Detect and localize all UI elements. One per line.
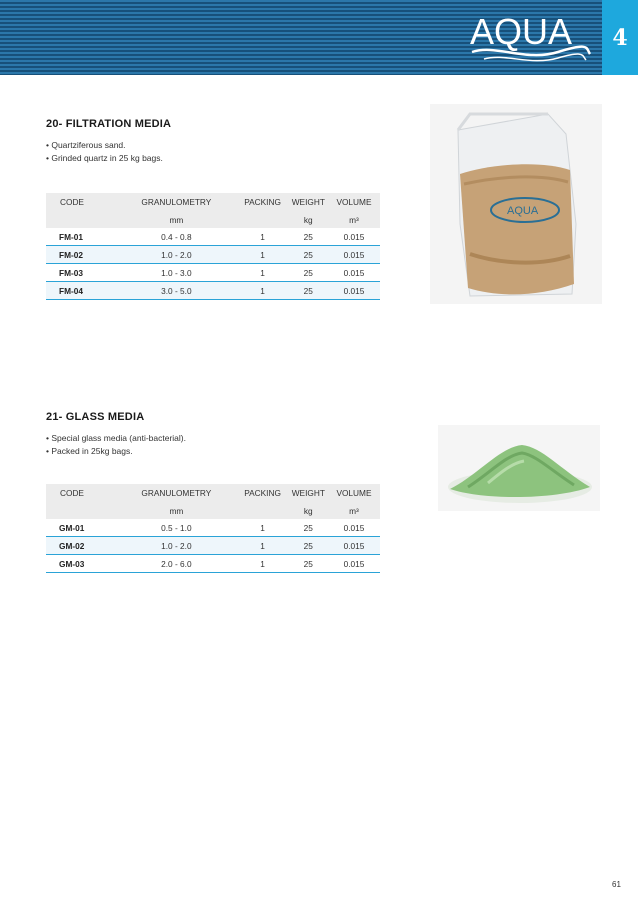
svg-text:AQUA: AQUA <box>507 205 539 217</box>
unit-weight: kg <box>303 505 313 516</box>
green-glass-pile-photo <box>438 425 600 511</box>
bullet-item: • Packed in 25kg bags. <box>46 445 186 458</box>
cell-granulometry: 0.5 - 1.0 <box>116 519 236 537</box>
col-weight: WEIGHT <box>291 488 325 498</box>
cell-volume: 0.015 <box>328 519 380 537</box>
glass-table <box>46 484 380 573</box>
cell-code: FM-03 <box>46 264 116 282</box>
cell-volume: 0.015 <box>328 555 380 573</box>
cell-packing: 1 <box>236 228 288 246</box>
cell-code: GM-02 <box>46 537 116 555</box>
unit-volume: m³ <box>349 505 359 516</box>
table-row <box>46 246 380 264</box>
table-row <box>46 282 380 300</box>
cell-weight: 25 <box>289 246 328 264</box>
unit-granulometry: mm <box>169 214 184 225</box>
col-packing: PACKING <box>244 197 281 207</box>
table-row <box>46 537 380 555</box>
aqua-logo <box>466 8 594 66</box>
unit-packing <box>236 211 288 228</box>
unit-packing <box>236 502 288 519</box>
col-code: CODE <box>60 197 84 207</box>
table-row <box>46 555 380 573</box>
filtration-bullets <box>46 139 163 165</box>
cell-granulometry: 1.0 - 2.0 <box>116 537 236 555</box>
glass-title: 21- GLASS MEDIA <box>46 411 145 423</box>
col-packing: PACKING <box>244 488 281 498</box>
chapter-number: 4 <box>602 0 638 75</box>
svg-text:AQUA: AQUA <box>470 11 573 52</box>
cell-granulometry: 0.4 - 0.8 <box>116 228 236 246</box>
cell-packing: 1 <box>236 537 288 555</box>
cell-granulometry: 2.0 - 6.0 <box>116 555 236 573</box>
col-weight: WEIGHT <box>291 197 325 207</box>
table-row <box>46 264 380 282</box>
glass-bullets <box>46 432 186 458</box>
cell-weight: 25 <box>289 228 328 246</box>
col-granulometry: GRANULOMETRY <box>141 488 212 498</box>
cell-weight: 25 <box>289 519 328 537</box>
cell-code: FM-01 <box>46 228 116 246</box>
cell-weight: 25 <box>289 555 328 573</box>
unit-weight: kg <box>303 214 313 225</box>
unit-code <box>46 211 116 228</box>
unit-code <box>46 502 116 519</box>
bullet-item: • Grinded quartz in 25 kg bags. <box>46 152 163 165</box>
cell-code: FM-04 <box>46 282 116 300</box>
cell-granulometry: 1.0 - 2.0 <box>116 246 236 264</box>
bullet-item: • Quartziferous sand. <box>46 139 163 152</box>
cell-packing: 1 <box>236 246 288 264</box>
bullet-item: • Special glass media (anti-bacterial). <box>46 432 186 445</box>
cell-code: GM-01 <box>46 519 116 537</box>
cell-granulometry: 3.0 - 5.0 <box>116 282 236 300</box>
filtration-table <box>46 193 380 300</box>
filtration-title: 20- FILTRATION MEDIA <box>46 118 172 130</box>
table-row <box>46 228 380 246</box>
cell-packing: 1 <box>236 282 288 300</box>
cell-weight: 25 <box>289 264 328 282</box>
cell-weight: 25 <box>289 537 328 555</box>
cell-volume: 0.015 <box>328 264 380 282</box>
cell-packing: 1 <box>236 264 288 282</box>
col-granulometry: GRANULOMETRY <box>141 197 212 207</box>
unit-volume: m³ <box>349 214 359 225</box>
col-volume: VOLUME <box>336 488 372 498</box>
header-banner <box>0 0 602 75</box>
cell-volume: 0.015 <box>328 282 380 300</box>
cell-granulometry: 1.0 - 3.0 <box>116 264 236 282</box>
col-code: CODE <box>60 488 84 498</box>
cell-volume: 0.015 <box>328 537 380 555</box>
unit-granulometry: mm <box>169 505 184 516</box>
col-volume: VOLUME <box>336 197 372 207</box>
page-number: 61 <box>612 880 621 889</box>
cell-volume: 0.015 <box>328 228 380 246</box>
cell-packing: 1 <box>236 519 288 537</box>
cell-code: GM-03 <box>46 555 116 573</box>
cell-packing: 1 <box>236 555 288 573</box>
cell-code: FM-02 <box>46 246 116 264</box>
cell-volume: 0.015 <box>328 246 380 264</box>
sand-bag-photo <box>430 104 602 304</box>
cell-weight: 25 <box>289 282 328 300</box>
table-row <box>46 519 380 537</box>
